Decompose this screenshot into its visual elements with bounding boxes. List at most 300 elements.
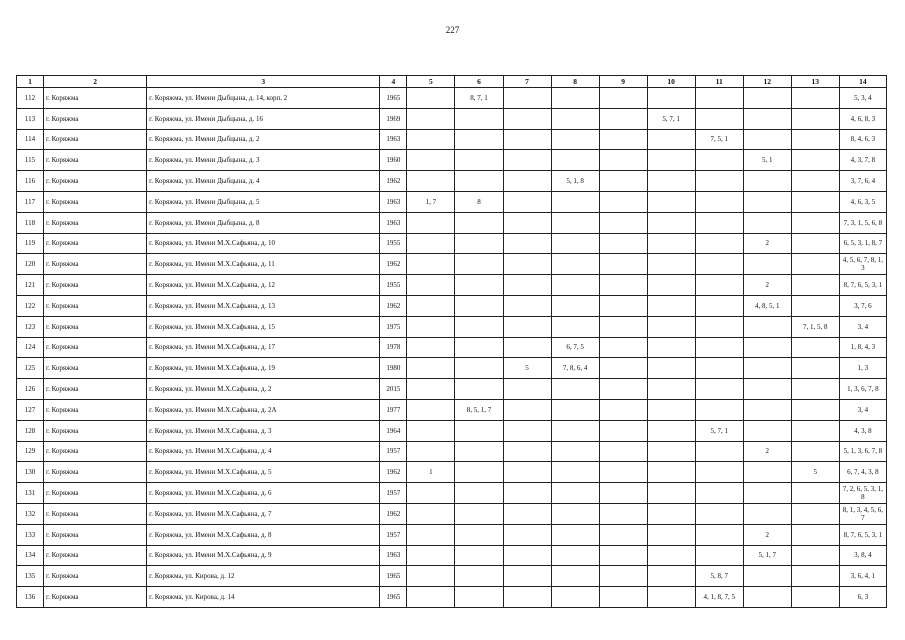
city-cell: г. Коряжма (44, 316, 147, 337)
row-number: 127 (17, 399, 44, 420)
row-number: 133 (17, 524, 44, 545)
col11-cell (695, 545, 743, 566)
col14-text: 3, 4 (857, 322, 869, 331)
table-row (17, 171, 887, 192)
col8-cell (551, 420, 599, 441)
col9-cell (599, 150, 647, 171)
column-header-4: 4 (380, 76, 407, 88)
col14-cell (839, 545, 886, 566)
col11-cell: 5, 7, 1 (695, 420, 743, 441)
col11-cell (695, 295, 743, 316)
col11-cell (695, 88, 743, 109)
city-cell: г. Коряжма (44, 545, 147, 566)
col14-text: 3, 7, 6 (854, 301, 872, 310)
row-number: 135 (17, 566, 44, 587)
col10-cell (647, 399, 695, 420)
col13-cell (791, 399, 839, 420)
col5-cell (407, 566, 455, 587)
col13-cell (791, 358, 839, 379)
col11-cell (695, 524, 743, 545)
table-row (17, 503, 887, 524)
city-cell: г. Коряжма (44, 171, 147, 192)
register-table (16, 75, 887, 608)
col13-cell (791, 129, 839, 150)
city-cell: г. Коряжма (44, 108, 147, 129)
col9-cell (599, 88, 647, 109)
city-cell: г. Коряжма (44, 275, 147, 296)
address-cell: г. Коряжма, ул. Имени М.Х.Сафьяна, д. 2А (147, 399, 380, 420)
col9-cell (599, 295, 647, 316)
year-cell: 1962 (380, 295, 407, 316)
col12-cell (743, 108, 791, 129)
year-cell: 1965 (380, 587, 407, 608)
city-cell: г. Коряжма (44, 462, 147, 483)
col7-cell (503, 566, 551, 587)
col12-cell (743, 503, 791, 524)
col8-cell (551, 545, 599, 566)
col6-cell (455, 254, 503, 275)
col13-cell: 7, 1, 5, 8 (791, 316, 839, 337)
col8-cell (551, 524, 599, 545)
col6-cell (455, 150, 503, 171)
address-cell: г. Коряжма, ул. Имени Дыбцына, д. 4 (147, 171, 380, 192)
col14-text: 4, 5, 6, 7, 8, 1, 3 (842, 256, 884, 273)
city-cell: г. Коряжма (44, 337, 147, 358)
col9-cell (599, 587, 647, 608)
col8-cell: 6, 7, 5 (551, 337, 599, 358)
table-row (17, 150, 887, 171)
col6-cell (455, 295, 503, 316)
col8-cell (551, 88, 599, 109)
city-cell: г. Коряжма (44, 379, 147, 400)
col14-text: 7, 2, 6, 5, 3, 1, 8 (842, 485, 884, 502)
row-number: 128 (17, 420, 44, 441)
col6-cell (455, 233, 503, 254)
col14-text: 6, 7, 4, 3, 8 (847, 468, 879, 477)
address-cell: г. Коряжма, ул. Имени Дыбцына, д. 16 (147, 108, 380, 129)
col5-cell (407, 316, 455, 337)
col10-cell (647, 191, 695, 212)
col9-cell (599, 358, 647, 379)
col7-cell (503, 150, 551, 171)
city-cell: г. Коряжма (44, 358, 147, 379)
col5-cell (407, 171, 455, 192)
col7-cell (503, 420, 551, 441)
col7-cell (503, 399, 551, 420)
col12-cell (743, 316, 791, 337)
city-cell: г. Коряжма (44, 566, 147, 587)
column-header-1: 1 (17, 76, 44, 88)
row-number: 116 (17, 171, 44, 192)
col6-cell (455, 108, 503, 129)
col12-cell (743, 129, 791, 150)
col10-cell (647, 275, 695, 296)
col8-cell (551, 275, 599, 296)
col7-cell (503, 88, 551, 109)
row-number: 129 (17, 441, 44, 462)
col6-cell (455, 171, 503, 192)
col7-cell (503, 275, 551, 296)
col11-cell (695, 503, 743, 524)
column-header-13: 13 (791, 76, 839, 88)
col14-cell (839, 191, 886, 212)
row-number: 118 (17, 212, 44, 233)
column-header-2: 2 (44, 76, 147, 88)
row-number: 130 (17, 462, 44, 483)
col13-cell (791, 171, 839, 192)
column-header-8: 8 (551, 76, 599, 88)
city-cell: г. Коряжма (44, 483, 147, 504)
table-row (17, 545, 887, 566)
address-cell: г. Коряжма, ул. Имени М.Х.Сафьяна, д. 4 (147, 441, 380, 462)
col10-cell (647, 254, 695, 275)
year-cell: 1957 (380, 441, 407, 462)
col10-cell (647, 129, 695, 150)
col7-cell (503, 191, 551, 212)
col6-cell (455, 587, 503, 608)
col9-cell (599, 316, 647, 337)
address-cell: г. Коряжма, ул. Имени М.Х.Сафьяна, д. 11 (147, 254, 380, 275)
col7-cell (503, 212, 551, 233)
col10-cell (647, 358, 695, 379)
col8-cell (551, 441, 599, 462)
year-cell: 1962 (380, 462, 407, 483)
column-header-3: 3 (147, 76, 380, 88)
col10-cell (647, 441, 695, 462)
col9-cell (599, 212, 647, 233)
col14-cell (839, 171, 886, 192)
col9-cell (599, 191, 647, 212)
city-cell: г. Коряжма (44, 233, 147, 254)
city-cell: г. Коряжма (44, 399, 147, 420)
col5-cell (407, 233, 455, 254)
row-number: 125 (17, 358, 44, 379)
year-cell: 1955 (380, 275, 407, 296)
col14-cell (839, 254, 886, 275)
col7-cell (503, 462, 551, 483)
table-row (17, 524, 887, 545)
address-cell: г. Коряжма, ул. Имени М.Х.Сафьяна, д. 8 (147, 524, 380, 545)
col13-cell (791, 150, 839, 171)
col12-cell (743, 399, 791, 420)
col6-cell: 8, 5, 1, 7 (455, 399, 503, 420)
col7-cell (503, 441, 551, 462)
col9-cell (599, 462, 647, 483)
col14-cell (839, 150, 886, 171)
col13-cell (791, 254, 839, 275)
table-row (17, 254, 887, 275)
col9-cell (599, 129, 647, 150)
col8-cell: 7, 8, 6, 4 (551, 358, 599, 379)
col14-text: 6, 3 (857, 593, 869, 602)
col12-cell (743, 587, 791, 608)
table-row (17, 587, 887, 608)
col6-cell (455, 358, 503, 379)
city-cell: г. Коряжма (44, 150, 147, 171)
col5-cell (407, 524, 455, 545)
col12-cell: 2 (743, 524, 791, 545)
col13-cell (791, 233, 839, 254)
col5-cell (407, 212, 455, 233)
col5-cell (407, 150, 455, 171)
col14-text: 4, 3, 7, 8 (850, 156, 876, 165)
col11-cell (695, 462, 743, 483)
col5-cell (407, 545, 455, 566)
year-cell: 1962 (380, 503, 407, 524)
col11-cell (695, 379, 743, 400)
year-cell: 1965 (380, 566, 407, 587)
address-cell: г. Коряжма, ул. Кирова, д. 12 (147, 566, 380, 587)
city-cell: г. Коряжма (44, 295, 147, 316)
column-header-11: 11 (695, 76, 743, 88)
col8-cell (551, 191, 599, 212)
col5-cell (407, 108, 455, 129)
address-cell: г. Коряжма, ул. Имени Дыбцына, д. 3 (147, 150, 380, 171)
col14-text: 3, 4 (857, 405, 869, 414)
year-cell: 1964 (380, 420, 407, 441)
address-cell: г. Коряжма, ул. Имени М.Х.Сафьяна, д. 10 (147, 233, 380, 254)
col9-cell (599, 524, 647, 545)
col13-cell (791, 420, 839, 441)
table-row (17, 316, 887, 337)
city-cell: г. Коряжма (44, 441, 147, 462)
col5-cell (407, 129, 455, 150)
table-row (17, 441, 887, 462)
col7-cell (503, 587, 551, 608)
year-cell: 1957 (380, 483, 407, 504)
col13-cell (791, 88, 839, 109)
col12-cell: 5, 1 (743, 150, 791, 171)
col14-cell (839, 483, 886, 504)
address-cell: г. Коряжма, ул. Имени Дыбцына, д. 5 (147, 191, 380, 212)
year-cell: 1975 (380, 316, 407, 337)
row-number: 117 (17, 191, 44, 212)
col14-text: 8, 7, 6, 5, 3, 1 (843, 530, 883, 539)
col8-cell (551, 316, 599, 337)
column-header-7: 7 (503, 76, 551, 88)
row-number: 131 (17, 483, 44, 504)
table-row (17, 358, 887, 379)
row-number: 119 (17, 233, 44, 254)
col7-cell (503, 379, 551, 400)
col12-cell (743, 337, 791, 358)
col9-cell (599, 275, 647, 296)
col14-cell (839, 88, 886, 109)
col13-cell (791, 503, 839, 524)
col8-cell (551, 462, 599, 483)
address-cell: г. Коряжма, ул. Имени М.Х.Сафьяна, д. 15 (147, 316, 380, 337)
row-number: 126 (17, 379, 44, 400)
col14-text: 4, 6, 3, 5 (850, 197, 876, 206)
col11-cell (695, 212, 743, 233)
col14-text: 8, 7, 6, 5, 3, 1 (843, 281, 883, 290)
city-cell: г. Коряжма (44, 191, 147, 212)
year-cell: 1965 (380, 88, 407, 109)
col7-cell (503, 483, 551, 504)
col13-cell (791, 524, 839, 545)
col8-cell (551, 566, 599, 587)
year-cell: 1962 (380, 171, 407, 192)
col11-cell (695, 171, 743, 192)
col11-cell (695, 233, 743, 254)
col7-cell (503, 295, 551, 316)
table-row (17, 462, 887, 483)
col7-cell (503, 524, 551, 545)
table-row (17, 420, 887, 441)
col11-cell (695, 275, 743, 296)
column-header-9: 9 (599, 76, 647, 88)
year-cell: 1978 (380, 337, 407, 358)
col5-cell (407, 483, 455, 504)
col12-cell (743, 212, 791, 233)
row-number: 113 (17, 108, 44, 129)
col14-cell (839, 503, 886, 524)
col8-cell (551, 503, 599, 524)
col9-cell (599, 483, 647, 504)
col9-cell (599, 108, 647, 129)
col11-cell (695, 254, 743, 275)
col8-cell: 5, 1, 8 (551, 171, 599, 192)
col11-cell (695, 316, 743, 337)
col12-cell (743, 566, 791, 587)
col14-cell (839, 337, 886, 358)
col10-cell (647, 88, 695, 109)
col10-cell (647, 566, 695, 587)
row-number: 122 (17, 295, 44, 316)
col6-cell (455, 212, 503, 233)
year-cell: 1960 (380, 150, 407, 171)
col6-cell: 8, 7, 1 (455, 88, 503, 109)
col9-cell (599, 254, 647, 275)
col12-cell (743, 171, 791, 192)
col13-cell (791, 566, 839, 587)
col8-cell (551, 233, 599, 254)
col6-cell (455, 129, 503, 150)
city-cell: г. Коряжма (44, 212, 147, 233)
col8-cell (551, 483, 599, 504)
city-cell: г. Коряжма (44, 88, 147, 109)
col11-cell (695, 191, 743, 212)
col9-cell (599, 171, 647, 192)
year-cell: 1963 (380, 212, 407, 233)
year-cell: 1969 (380, 108, 407, 129)
row-number: 132 (17, 503, 44, 524)
col14-cell (839, 316, 886, 337)
col14-cell (839, 524, 886, 545)
col12-cell: 4, 8, 5, 1 (743, 295, 791, 316)
col10-cell (647, 524, 695, 545)
col14-cell (839, 399, 886, 420)
col12-cell (743, 191, 791, 212)
col10-cell (647, 337, 695, 358)
address-cell: г. Коряжма, ул. Имени Дыбцына, д. 14, корп. 2 (147, 88, 380, 109)
city-cell: г. Коряжма (44, 524, 147, 545)
col5-cell (407, 379, 455, 400)
col8-cell (551, 129, 599, 150)
col5-cell (407, 503, 455, 524)
col9-cell (599, 503, 647, 524)
address-cell: г. Коряжма, ул. Имени М.Х.Сафьяна, д. 17 (147, 337, 380, 358)
col11-cell: 7, 5, 1 (695, 129, 743, 150)
address-cell: г. Коряжма, ул. Имени М.Х.Сафьяна, д. 2 (147, 379, 380, 400)
col6-cell (455, 566, 503, 587)
col8-cell (551, 212, 599, 233)
col10-cell (647, 503, 695, 524)
col9-cell (599, 337, 647, 358)
col5-cell: 1 (407, 462, 455, 483)
address-cell: г. Коряжма, ул. Имени Дыбцына, д. 2 (147, 129, 380, 150)
table-row (17, 129, 887, 150)
col6-cell (455, 316, 503, 337)
col13-cell (791, 108, 839, 129)
col11-cell (695, 441, 743, 462)
col10-cell (647, 171, 695, 192)
col5-cell (407, 295, 455, 316)
header-row (17, 76, 887, 88)
col8-cell (551, 108, 599, 129)
row-number: 115 (17, 150, 44, 171)
col9-cell (599, 545, 647, 566)
row-number: 112 (17, 88, 44, 109)
col6-cell (455, 337, 503, 358)
city-cell: г. Коряжма (44, 254, 147, 275)
row-number: 120 (17, 254, 44, 275)
year-cell: 1955 (380, 233, 407, 254)
col14-cell (839, 462, 886, 483)
col14-text: 6, 5, 3, 1, 8, 7 (843, 239, 883, 248)
row-number: 114 (17, 129, 44, 150)
col12-cell: 2 (743, 275, 791, 296)
col14-cell (839, 275, 886, 296)
table-row (17, 212, 887, 233)
col9-cell (599, 399, 647, 420)
col11-cell (695, 358, 743, 379)
col11-cell (695, 483, 743, 504)
col14-cell (839, 212, 886, 233)
col8-cell (551, 254, 599, 275)
address-cell: г. Коряжма, ул. Имени М.Х.Сафьяна, д. 19 (147, 358, 380, 379)
city-cell: г. Коряжма (44, 587, 147, 608)
table-header (17, 76, 887, 88)
address-cell: г. Коряжма, ул. Имени М.Х.Сафьяна, д. 3 (147, 420, 380, 441)
row-number: 124 (17, 337, 44, 358)
col14-text: 1, 3, 6, 7, 8 (847, 385, 879, 394)
year-cell: 1977 (380, 399, 407, 420)
address-cell: г. Коряжма, ул. Имени М.Х.Сафьяна, д. 9 (147, 545, 380, 566)
col14-cell (839, 108, 886, 129)
col5-cell (407, 88, 455, 109)
year-cell: 1963 (380, 191, 407, 212)
col14-text: 4, 3, 8 (854, 426, 872, 435)
year-cell: 1980 (380, 358, 407, 379)
table-row (17, 379, 887, 400)
col6-cell (455, 441, 503, 462)
col12-cell (743, 379, 791, 400)
col7-cell (503, 171, 551, 192)
page-number: 227 (445, 25, 460, 35)
col14-text: 5, 3, 4 (854, 93, 872, 102)
col12-cell (743, 420, 791, 441)
col14-text: 3, 8, 4 (854, 551, 872, 560)
col13-cell (791, 337, 839, 358)
col9-cell (599, 420, 647, 441)
col6-cell: 8 (455, 191, 503, 212)
year-cell: 1962 (380, 254, 407, 275)
col14-text: 4, 6, 8, 3 (850, 114, 876, 123)
col14-cell (839, 587, 886, 608)
col14-text: 7, 3, 1, 5, 6, 8 (843, 218, 883, 227)
col12-cell: 5, 1, 7 (743, 545, 791, 566)
